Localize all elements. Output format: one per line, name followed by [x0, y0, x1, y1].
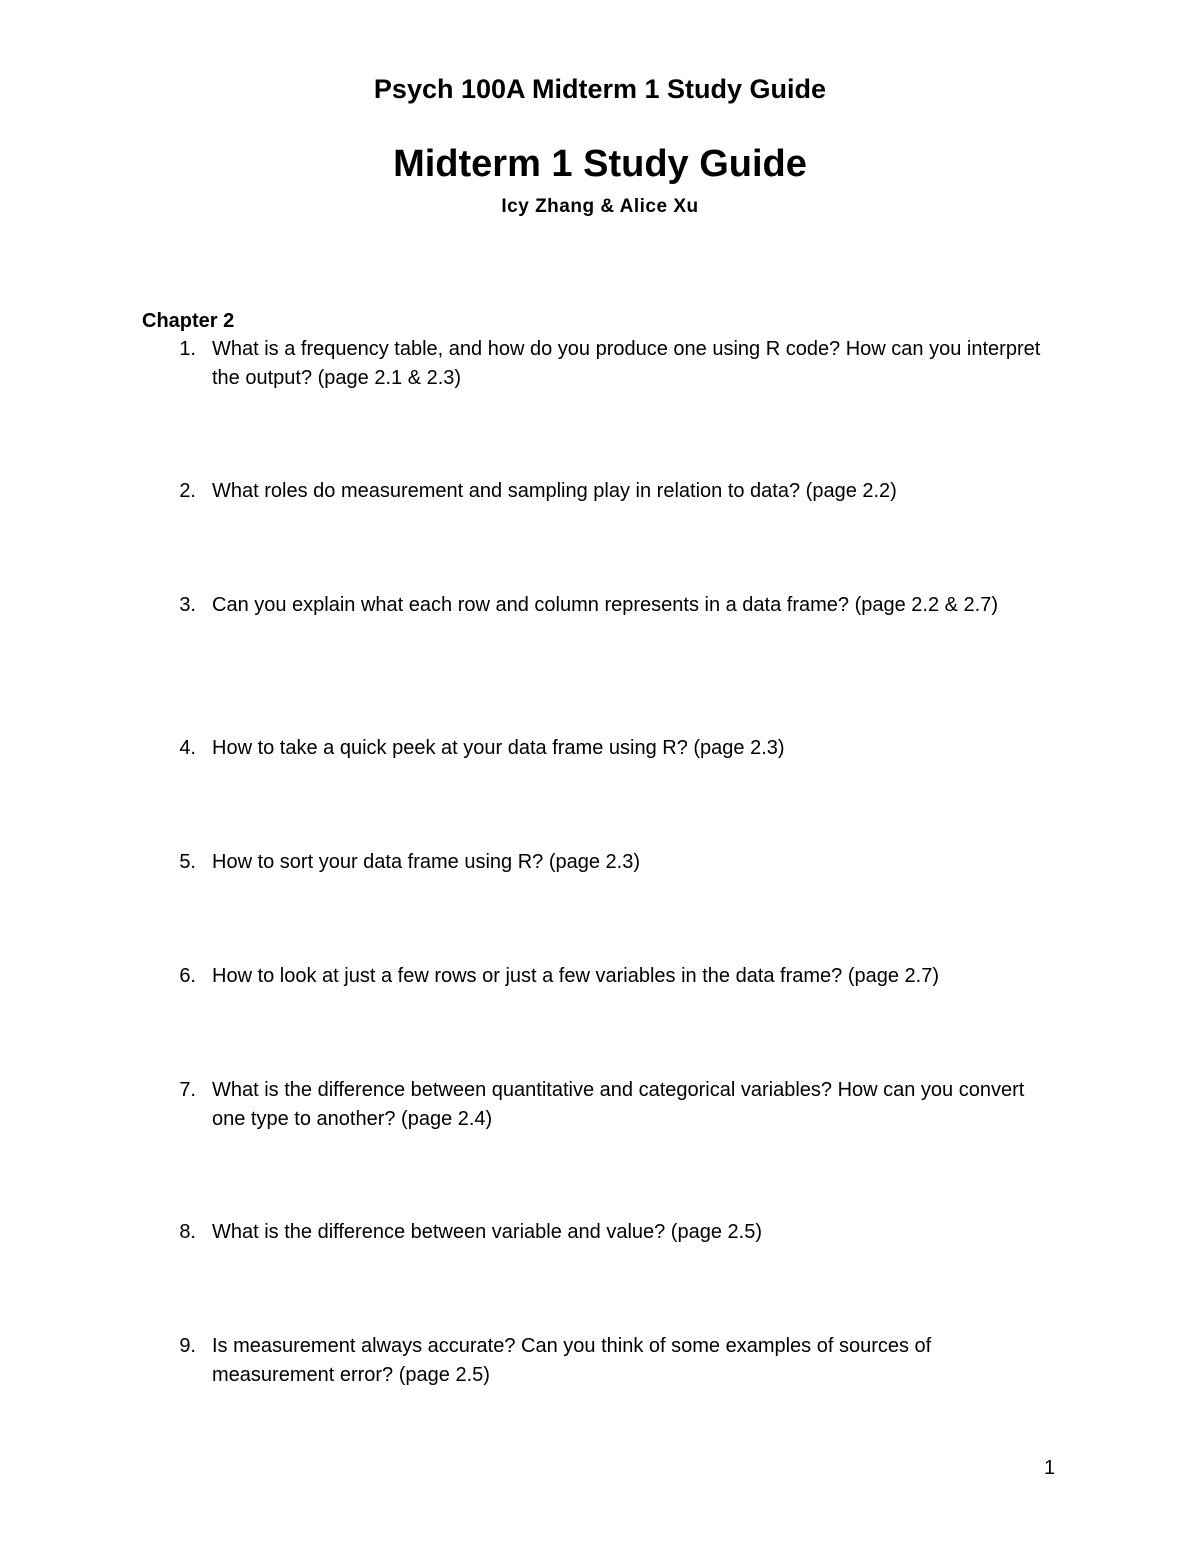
- question-text: What is a frequency table, and how do you produce one using R code? How can you interpret the output? (page 2.1 & 2.3): [212, 338, 1041, 389]
- question-number: 8.: [179, 1221, 196, 1243]
- question-text: What roles do measurement and sampling play in relation to data? (page 2.2): [212, 480, 897, 502]
- question-number: 3.: [179, 594, 196, 616]
- question-number: 5.: [179, 851, 196, 873]
- question-text: What is the difference between variable and value? (page 2.5): [212, 1221, 762, 1243]
- question-text: Is measurement always accurate? Can you think of some examples of sources of measurement error? (page 2.5): [212, 1335, 932, 1386]
- main-title: Midterm 1 Study Guide: [393, 143, 807, 185]
- question-text: Can you explain what each row and column represents in a data frame? (page 2.2 & 2.7): [212, 594, 999, 616]
- question-text: How to take a quick peek at your data frame using R? (page 2.3): [212, 737, 785, 759]
- question-number: 2.: [179, 480, 196, 502]
- question-number: 6.: [179, 965, 196, 987]
- question-number: 9.: [179, 1335, 196, 1357]
- question-number: 4.: [179, 737, 196, 759]
- question-number: 1.: [179, 338, 196, 360]
- question-text: How to sort your data frame using R? (page 2.3): [212, 851, 640, 873]
- question-text: What is the difference between quantitative and categorical variables? How can you convert one type to another? (page 2.4): [212, 1079, 1025, 1130]
- question-text: How to look at just a few rows or just a few variables in the data frame? (page 2.7): [212, 965, 940, 987]
- chapter-heading: Chapter 2: [142, 310, 235, 332]
- question-number: 7.: [179, 1079, 196, 1101]
- document-header-title: Psych 100A Midterm 1 Study Guide: [373, 74, 827, 104]
- page-number: 1: [1044, 1457, 1056, 1479]
- authors: Icy Zhang & Alice Xu: [501, 196, 699, 217]
